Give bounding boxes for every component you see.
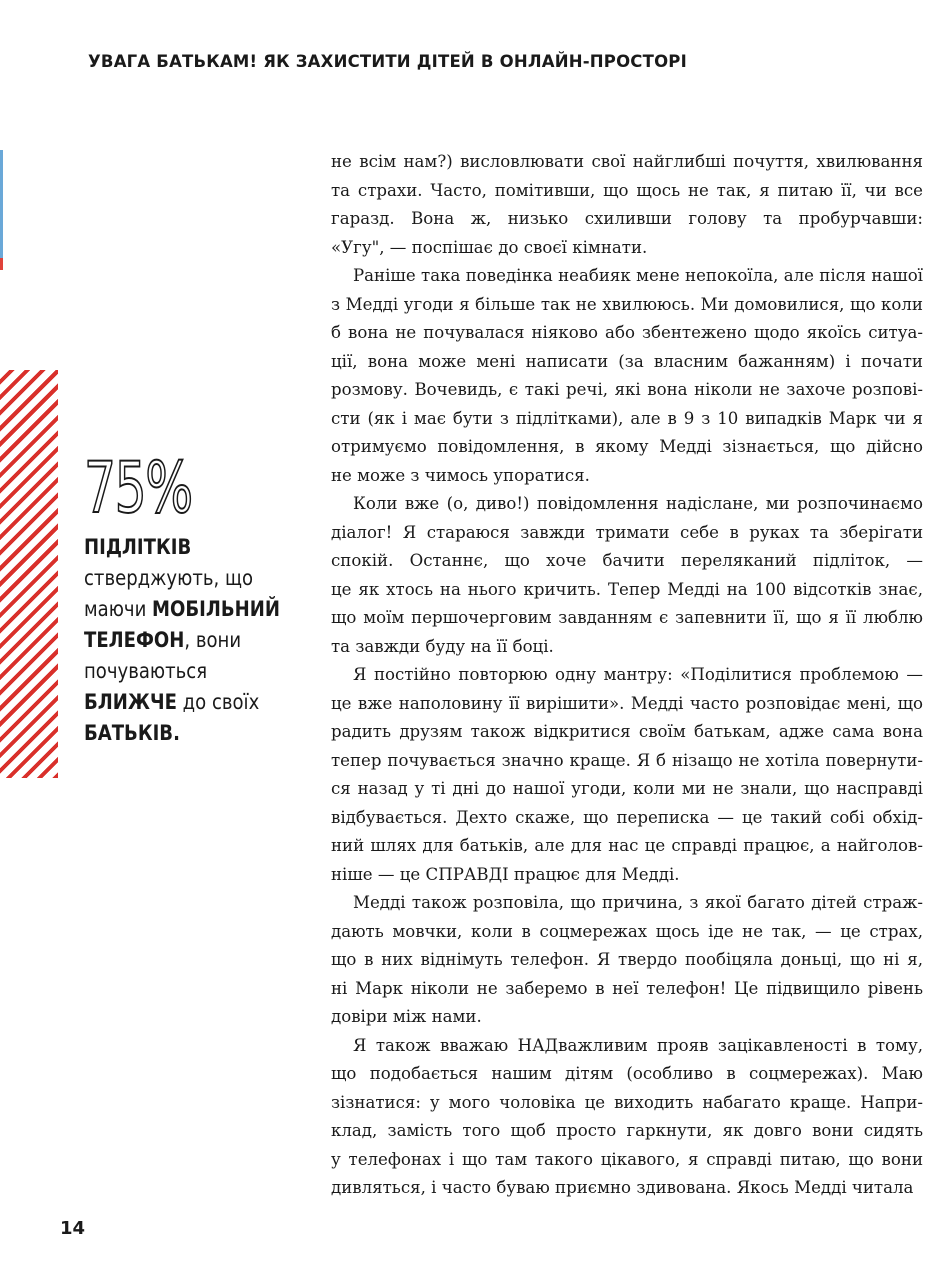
- body-line: «Угу", — поспішає до своєї кімнати.: [331, 237, 648, 257]
- body-line: отримуємо повідомлення, в якому Медді зізнається, що дійсно: [331, 437, 923, 456]
- body-line: ніше — це СПРАВДІ працює для Медді.: [331, 864, 680, 884]
- body-line: гаразд. Вона ж, низько схиливши голову та пробурчавши:: [331, 209, 923, 228]
- body-line: тепер почувається значно краще. Я б нізащо не хотіла повернути-: [331, 750, 923, 770]
- body-line: з Медді угоди я більше так не хвилююсь. Ми домовилися, що коли: [331, 294, 923, 314]
- body-line: довіри між нами.: [331, 1007, 482, 1026]
- body-text-column: [331, 148, 923, 1203]
- stat-callout: [84, 448, 314, 749]
- edge-tab-marker: [0, 150, 3, 270]
- body-line: розмову. Вочевидь, є такі речі, які вона ніколи не захоче розпові-: [331, 380, 923, 399]
- body-line: що моїм першочерговим завданням є запевнити її, що я її люблю: [331, 608, 923, 627]
- body-line: б вона не почувалася ніяково або збентежено щодо якоїсь ситуа-: [331, 323, 923, 342]
- body-line: Медді також розповіла, що причина, з якої багато дітей страж-: [353, 893, 923, 912]
- body-line: що в них віднімуть телефон. Я твердо пообіцяла доньці, що ні я,: [331, 950, 923, 969]
- body-line: сти (як і має бути з підлітками), але в 9 з 10 випадків Марк чи я: [331, 408, 923, 428]
- callout-line-7: БАТЬКІВ.: [84, 721, 180, 745]
- body-line: Коли вже (о, диво!) повідомлення надіслане, ми розпочинаємо: [353, 494, 923, 513]
- body-line: ції, вона може мені написати (за власним бажанням) і почати: [331, 351, 923, 371]
- body-line: та завжди буду на її боці.: [331, 636, 554, 656]
- callout-line-2: стверджують, що: [84, 566, 254, 590]
- decorative-stripes: [0, 370, 58, 778]
- callout-line-1: ПІДЛІТКІВ: [84, 535, 192, 559]
- body-line: що подобається нашим дітям (особливо в соцмережах). Маю: [331, 1064, 923, 1083]
- body-line: спокій. Останнє, що хоче бачити переляканий підліток, —: [331, 551, 923, 570]
- body-line: Я також вважаю НАДважливим прояв зацікавленості в тому,: [353, 1035, 923, 1055]
- body-line: Я постійно повторюю одну мантру: «Поділитися проблемою —: [353, 665, 923, 684]
- body-line: ся назад у ті дні до нашої угоди, коли ми не знали, що насправді: [331, 779, 923, 798]
- edge-tab-marker-red: [0, 258, 3, 270]
- body-line: це вже наполовину її вирішити». Медді часто розповідає мені, що: [331, 693, 923, 713]
- callout-line-4: ТЕЛЕФОН, вони: [84, 628, 242, 652]
- body-line: дають мовчки, коли в соцмережах щось іде не так, — це страх,: [331, 921, 923, 941]
- page-number: 14: [60, 1218, 86, 1239]
- body-line: зізнатися: у мого чоловіка це виходить набагато краще. Напри-: [331, 1092, 923, 1112]
- body-line: це як хтось на нього кричить. Тепер Медді на 100 відсотків знає,: [331, 579, 923, 599]
- body-line: у телефонах і що там такого цікавого, я справді питаю, що вони: [331, 1149, 923, 1169]
- body-line: та страхи. Часто, помітивши, що щось не так, я питаю її, чи все: [331, 180, 923, 200]
- body-line: відбувається. Дехто скаже, що переписка — це такий собі обхід-: [331, 807, 923, 827]
- body-line: не всім нам?) висловлювати свої найглибші почуття, хвилювання: [331, 152, 923, 171]
- body-line: ні Марк ніколи не заберемо в неї телефон! Це підвищило рівень: [331, 978, 923, 998]
- body-line: не може з чимось упоратися.: [331, 465, 590, 485]
- body-line: клад, замість того щоб просто гаркнути, як довго вони сидять: [331, 1121, 923, 1140]
- body-line: Раніше така поведінка неабияк мене непокоїла, але після нашої: [353, 266, 923, 285]
- body-line: дивляться, і часто буваю приємно здивована. Якось Медді читала: [331, 1178, 914, 1197]
- callout-line-6: БЛИЖЧЕ до своїх: [84, 690, 260, 714]
- body-line: ний шлях для батьків, але для нас це справді працює, а найголов-: [331, 836, 923, 855]
- stat-percentage: 75%: [84, 447, 192, 529]
- running-title: УВАГА БАТЬКАМ! ЯК ЗАХИСТИТИ ДІТЕЙ В ОНЛАЙН-ПРОСТОРІ: [88, 52, 687, 71]
- callout-line-5: почуваються: [84, 659, 208, 683]
- body-line: діалог! Я стараюся завжди тримати себе в руках та зберігати: [331, 522, 923, 542]
- body-line: радить друзям також відкритися своїм батькам, адже сама вона: [331, 722, 923, 741]
- callout-line-3: маючи МОБІЛЬНИЙ: [84, 597, 280, 621]
